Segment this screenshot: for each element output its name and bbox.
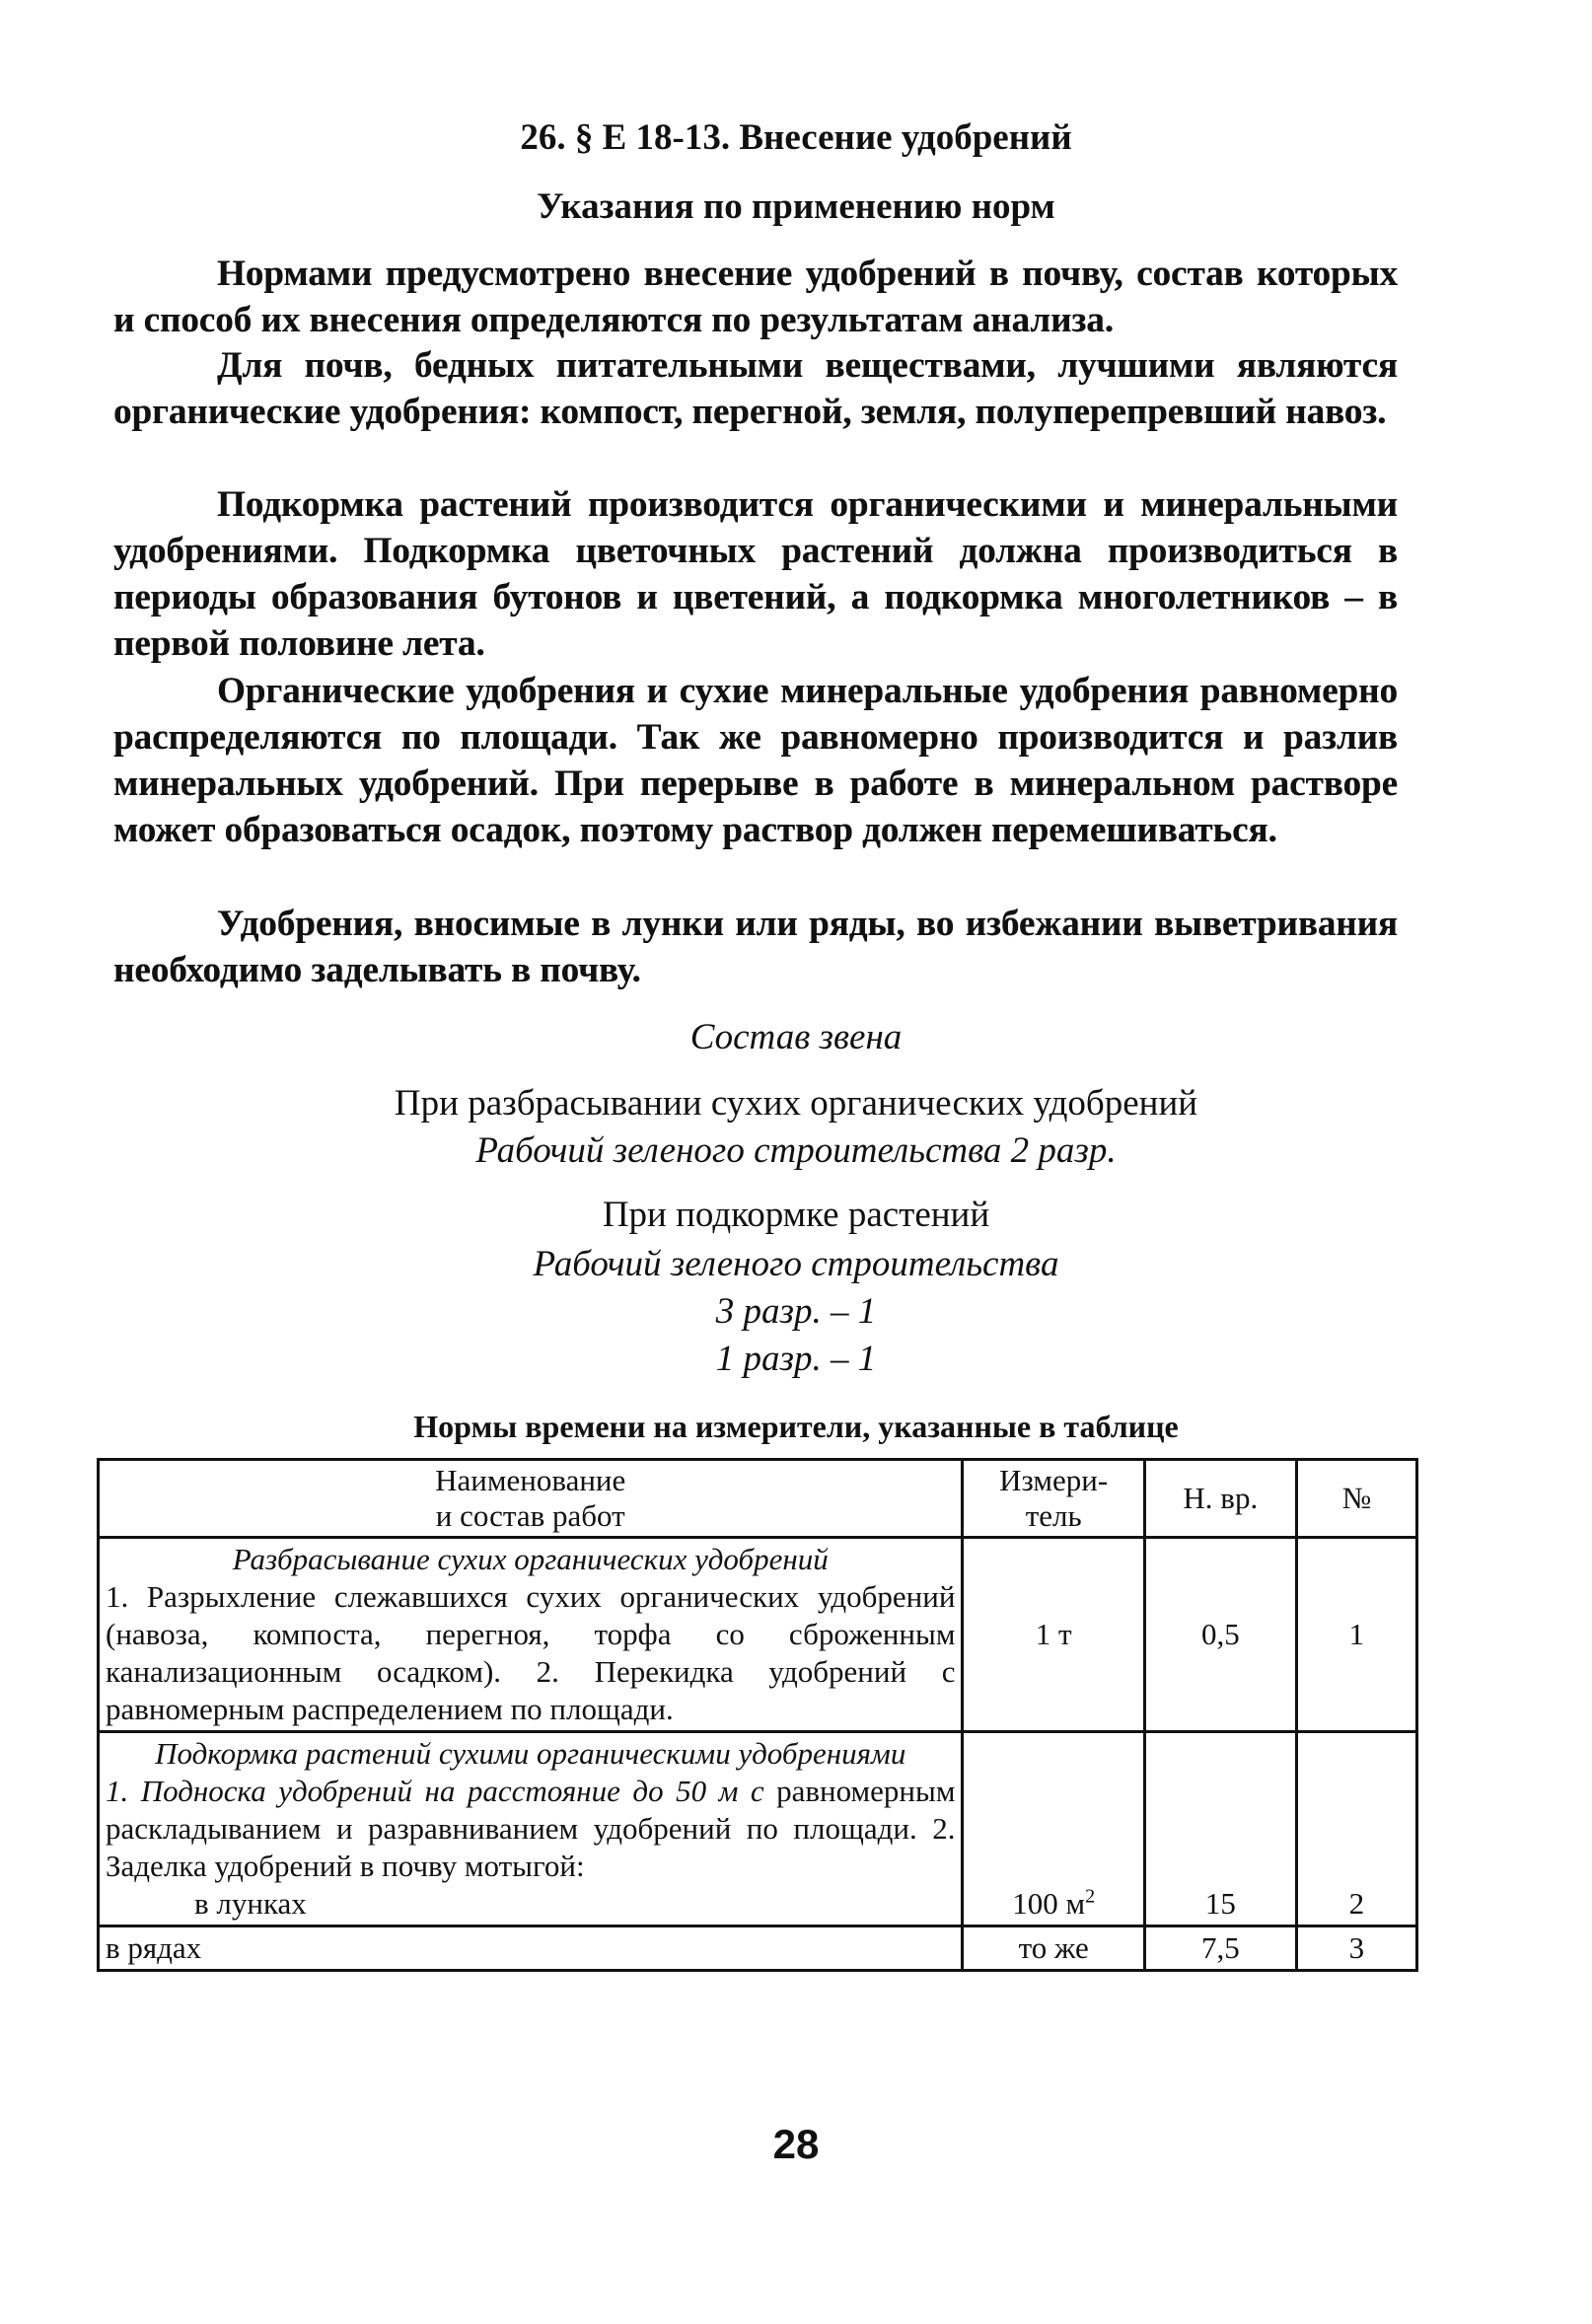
header-name-line1: Наименование (435, 1463, 626, 1497)
row1-norm: 0,5 (1144, 1538, 1296, 1732)
section2-title: Подкормка растений сухими органическими удобрениями (155, 1736, 906, 1771)
row1-name (99, 1538, 963, 1732)
section1-text: 1. Разрыхление слежавшихся сухих органических удобрений (навоза, компоста, перегноя, торфа со сброженным канализационным осадком). 2. Перекидка удобрений с равномерным распределением по площади. (106, 1579, 956, 1726)
section-subtitle: Указания по применению норм (537, 186, 1055, 227)
row-a-number: 2 (1296, 1732, 1416, 1926)
row-a-unit-sup: 2 (1085, 1885, 1096, 1908)
row-a-unit (963, 1732, 1144, 1926)
paragraph-1: Нормами предусмотрено внесение удобрений в почву, состав которых и способ их внесения определяются по результатам анализа. (113, 254, 1398, 340)
section1-title: Разбрасывание сухих органических удобрений (232, 1542, 829, 1576)
table-row (99, 1926, 1417, 1971)
row2-name (99, 1732, 963, 1926)
crew-case2-title: При подкормке растений (602, 1195, 990, 1235)
header-norm: Н. вр. (1144, 1460, 1296, 1538)
paragraph-2: Для почв, бедных питательными веществами, лучшими являются органические удобрения: компост, перегной, земля, полуперепревший навоз. (113, 345, 1398, 432)
crew-heading: Состав звена (689, 1017, 903, 1057)
header-number: № (1296, 1460, 1416, 1538)
row1-unit: 1 т (963, 1538, 1144, 1732)
table-caption: Нормы времени на измерители, указанные в таблице (413, 1409, 1179, 1444)
norms-table (97, 1458, 1418, 1972)
row-a-unit-text: 100 м (1012, 1886, 1086, 1921)
row-a-norm: 15 (1144, 1732, 1296, 1926)
header-name-line2: и состав работ (435, 1498, 625, 1533)
paragraph-3: Подкормка растений производится органическими и минеральными удобрениями. Подкормка цветочных растений должна производиться в периоды образования бутонов и цветений, а подкормка многолетников – в первой половине лета. (113, 484, 1398, 664)
header-unit-line2: тель (1025, 1498, 1082, 1533)
paragraph-4: Органические удобрения и сухие минеральные удобрения равномерно распределяются по площади. Так же равномерно производится и разлив минеральных удобрений. При перерыве в работе в минеральном растворе может образоваться осадок, поэтому раствор должен перемешиваться. (113, 671, 1398, 850)
section2-text-rest: равномерным раскладыванием и разравниванием удобрений по площади. 2. Заделка удобрений в почву мотыгой: (106, 1774, 956, 1883)
crew-case1-worker: Рабочий зеленого строительства 2 разр. (475, 1130, 1117, 1171)
row-b-number: 3 (1296, 1926, 1416, 1971)
section2-text-italic: 1. Подноска удобрений на расстояние до 50 м с (106, 1774, 764, 1808)
header-unit (963, 1460, 1144, 1538)
row-b-norm: 7,5 (1144, 1926, 1296, 1971)
section2-text (106, 1773, 955, 1885)
row-b-name: в рядах (99, 1926, 963, 1971)
section-title: 26. § Е 18-13. Внесение удобрений (520, 117, 1072, 158)
table-row (99, 1538, 1417, 1732)
row1-number: 1 (1296, 1538, 1416, 1732)
crew-case2-grade-a: 3 разр. – 1 (715, 1291, 877, 1332)
crew-case1-title: При разбрасывании сухих органических удобрений (394, 1083, 1198, 1124)
header-unit-line1: Измери- (999, 1463, 1109, 1497)
page-number: 28 (772, 2121, 820, 2167)
table-row (99, 1732, 1417, 1926)
crew-case2-grade-b: 1 разр. – 1 (715, 1339, 877, 1379)
table-header-row (99, 1460, 1417, 1538)
header-name (99, 1460, 963, 1538)
paragraph-5: Удобрения, вносимые в лунки или ряды, во избежании выветривания необходимо заделывать в почву. (113, 904, 1398, 990)
crew-case2-worker: Рабочий зеленого строительства (533, 1244, 1059, 1284)
row-a-name: в лунках (194, 1886, 307, 1921)
row-b-unit: то же (963, 1926, 1144, 1971)
